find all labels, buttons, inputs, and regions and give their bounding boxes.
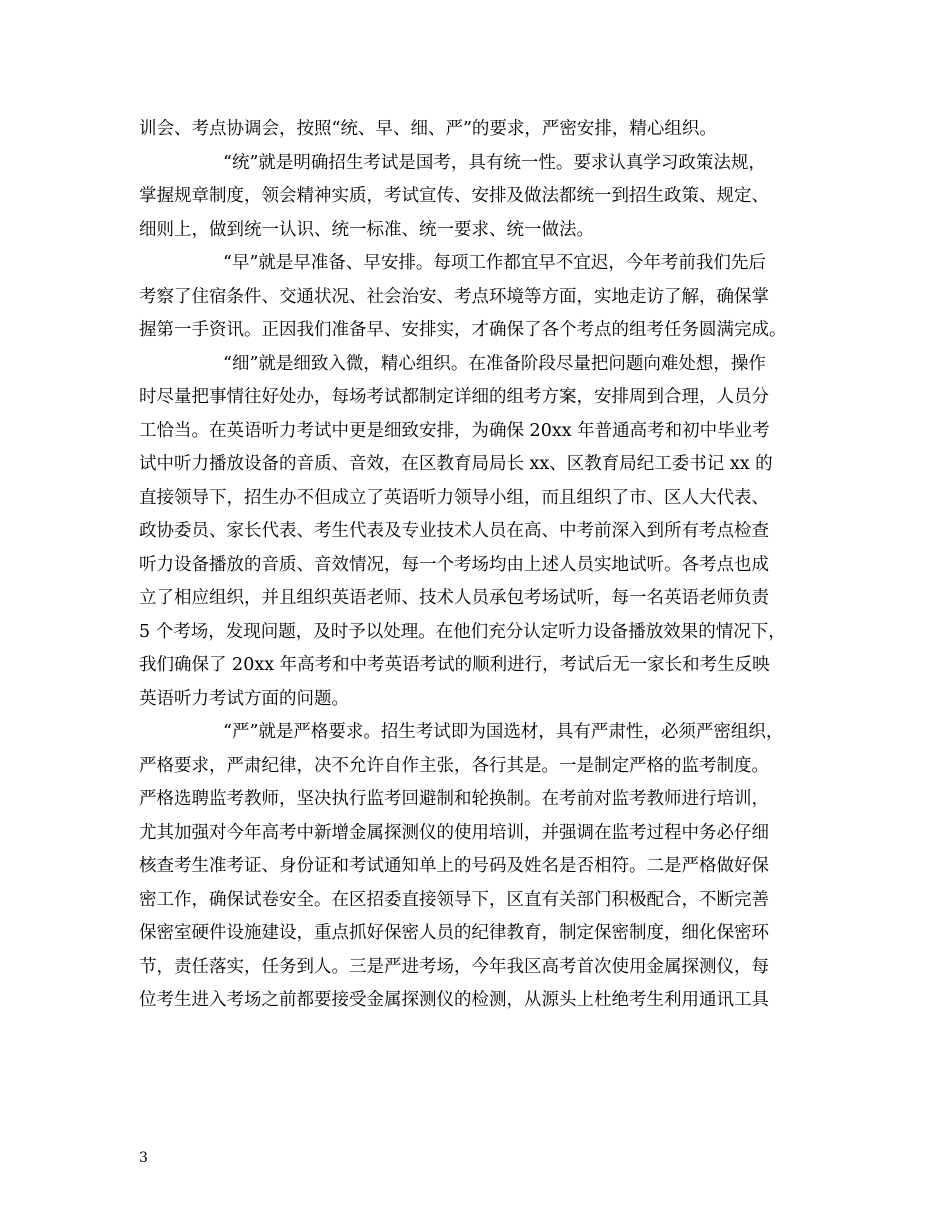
text-line: 政协委员、家长代表、考生代表及专业技术人员在高、中考前深入到所有考点检查 <box>139 521 769 541</box>
text-line: 保密室硬件设施建设，重点抓好保密人员的纪律教育，制定保密制度，细化保密环 <box>139 923 769 943</box>
text-line: 掌握规章制度，领会精神实质，考试宣传、安排及做法都统一到招生政策、规定、 <box>139 186 769 206</box>
text-line: 尤其加强对今年高考中新增金属探测仪的使用培训，并强调在监考过程中务必仔细 <box>139 822 769 843</box>
text-line: 握第一手资讯。正因我们准备早、安排实，才确保了各个考点的组考任务圆满完成。 <box>139 320 787 340</box>
text-line: 英语听力考试方面的问题。 <box>139 688 349 709</box>
text-line: 考察了住宿条件、交通状况、社会治安、考点环境等方面，实地走访了解，确保掌 <box>139 286 769 307</box>
text-line: “细”就是细致入微，精心组织。在准备阶段尽量把问题向难处想，操作 <box>223 353 766 374</box>
text-line: 我们确保了 20xx 年高考和中考英语考试的顺利进行，考试后无一家长和考生反映 <box>139 655 770 675</box>
text-line: 严格要求，严肃纪律，决不允许自作主张，各行其是。一是制定严格的监考制度。 <box>139 755 769 776</box>
text-line: 5 个考场，发现问题，及时予以处理。在他们充分认定听力设备播放效果的情况下， <box>139 621 786 642</box>
text-line: 密工作，确保试卷安全。在区招委直接领导下，区直有关部门积极配合，不断完善 <box>139 889 769 910</box>
text-line: 节，责任落实，任务到人。三是严进考场，今年我区高考首次使用金属探测仪，每 <box>139 956 769 977</box>
text-line: 严格选聘监考教师，坚决执行监考回避制和轮换制。在考前对监考教师进行培训， <box>139 789 769 809</box>
text-line: 核查考生准考证、身份证和考试通知单上的号码及姓名是否相符。二是严格做好保 <box>139 856 769 876</box>
text-line: 试中听力播放设备的音质、音效，在区教育局局长 xx、区教育局纪工委书记 xx 的 <box>139 454 773 474</box>
text-line: 立了相应组织，并且组织英语老师、技术人员承包考场试听，每一名英语老师负责 <box>139 588 769 608</box>
text-line: “统”就是明确招生考试是国考，具有统一性。要求认真学习政策法规， <box>223 152 766 173</box>
text-line: 训会、考点协调会，按照“统、早、细、严”的要求，严密安排，精心组织。 <box>139 119 717 139</box>
text-line: 听力设备播放的音质、音效情况，每一个考场均由上述人员实地试听。各考点也成 <box>139 554 769 575</box>
text-line: 直接领导下，招生办不但成立了英语听力领导小组，而且组织了市、区人大代表、 <box>139 487 769 508</box>
page-number: 3 <box>139 1150 148 1166</box>
document-body <box>139 113 829 1018</box>
text-line: 位考生进入考场之前都要接受金属探测仪的检测，从源头上杜绝考生利用通讯工具 <box>139 990 769 1010</box>
text-line: “早”就是早准备、早安排。每项工作都宜早不宜迟，今年考前我们先后 <box>223 253 766 273</box>
text-line: 时尽量把事情往好处办，每场考试都制定详细的组考方案，安排周到合理，人员分 <box>139 387 769 407</box>
text-line: “严”就是严格要求。招生考试即为国选材，具有严肃性，必须严密组织， <box>223 722 784 742</box>
text-line: 细则上，做到统一认识、统一标准、统一要求、统一做法。 <box>139 219 594 240</box>
text-line: 工恰当。在英语听力考试中更是细致安排，为确保 20xx 年普通高考和初中毕业考 <box>139 420 770 441</box>
